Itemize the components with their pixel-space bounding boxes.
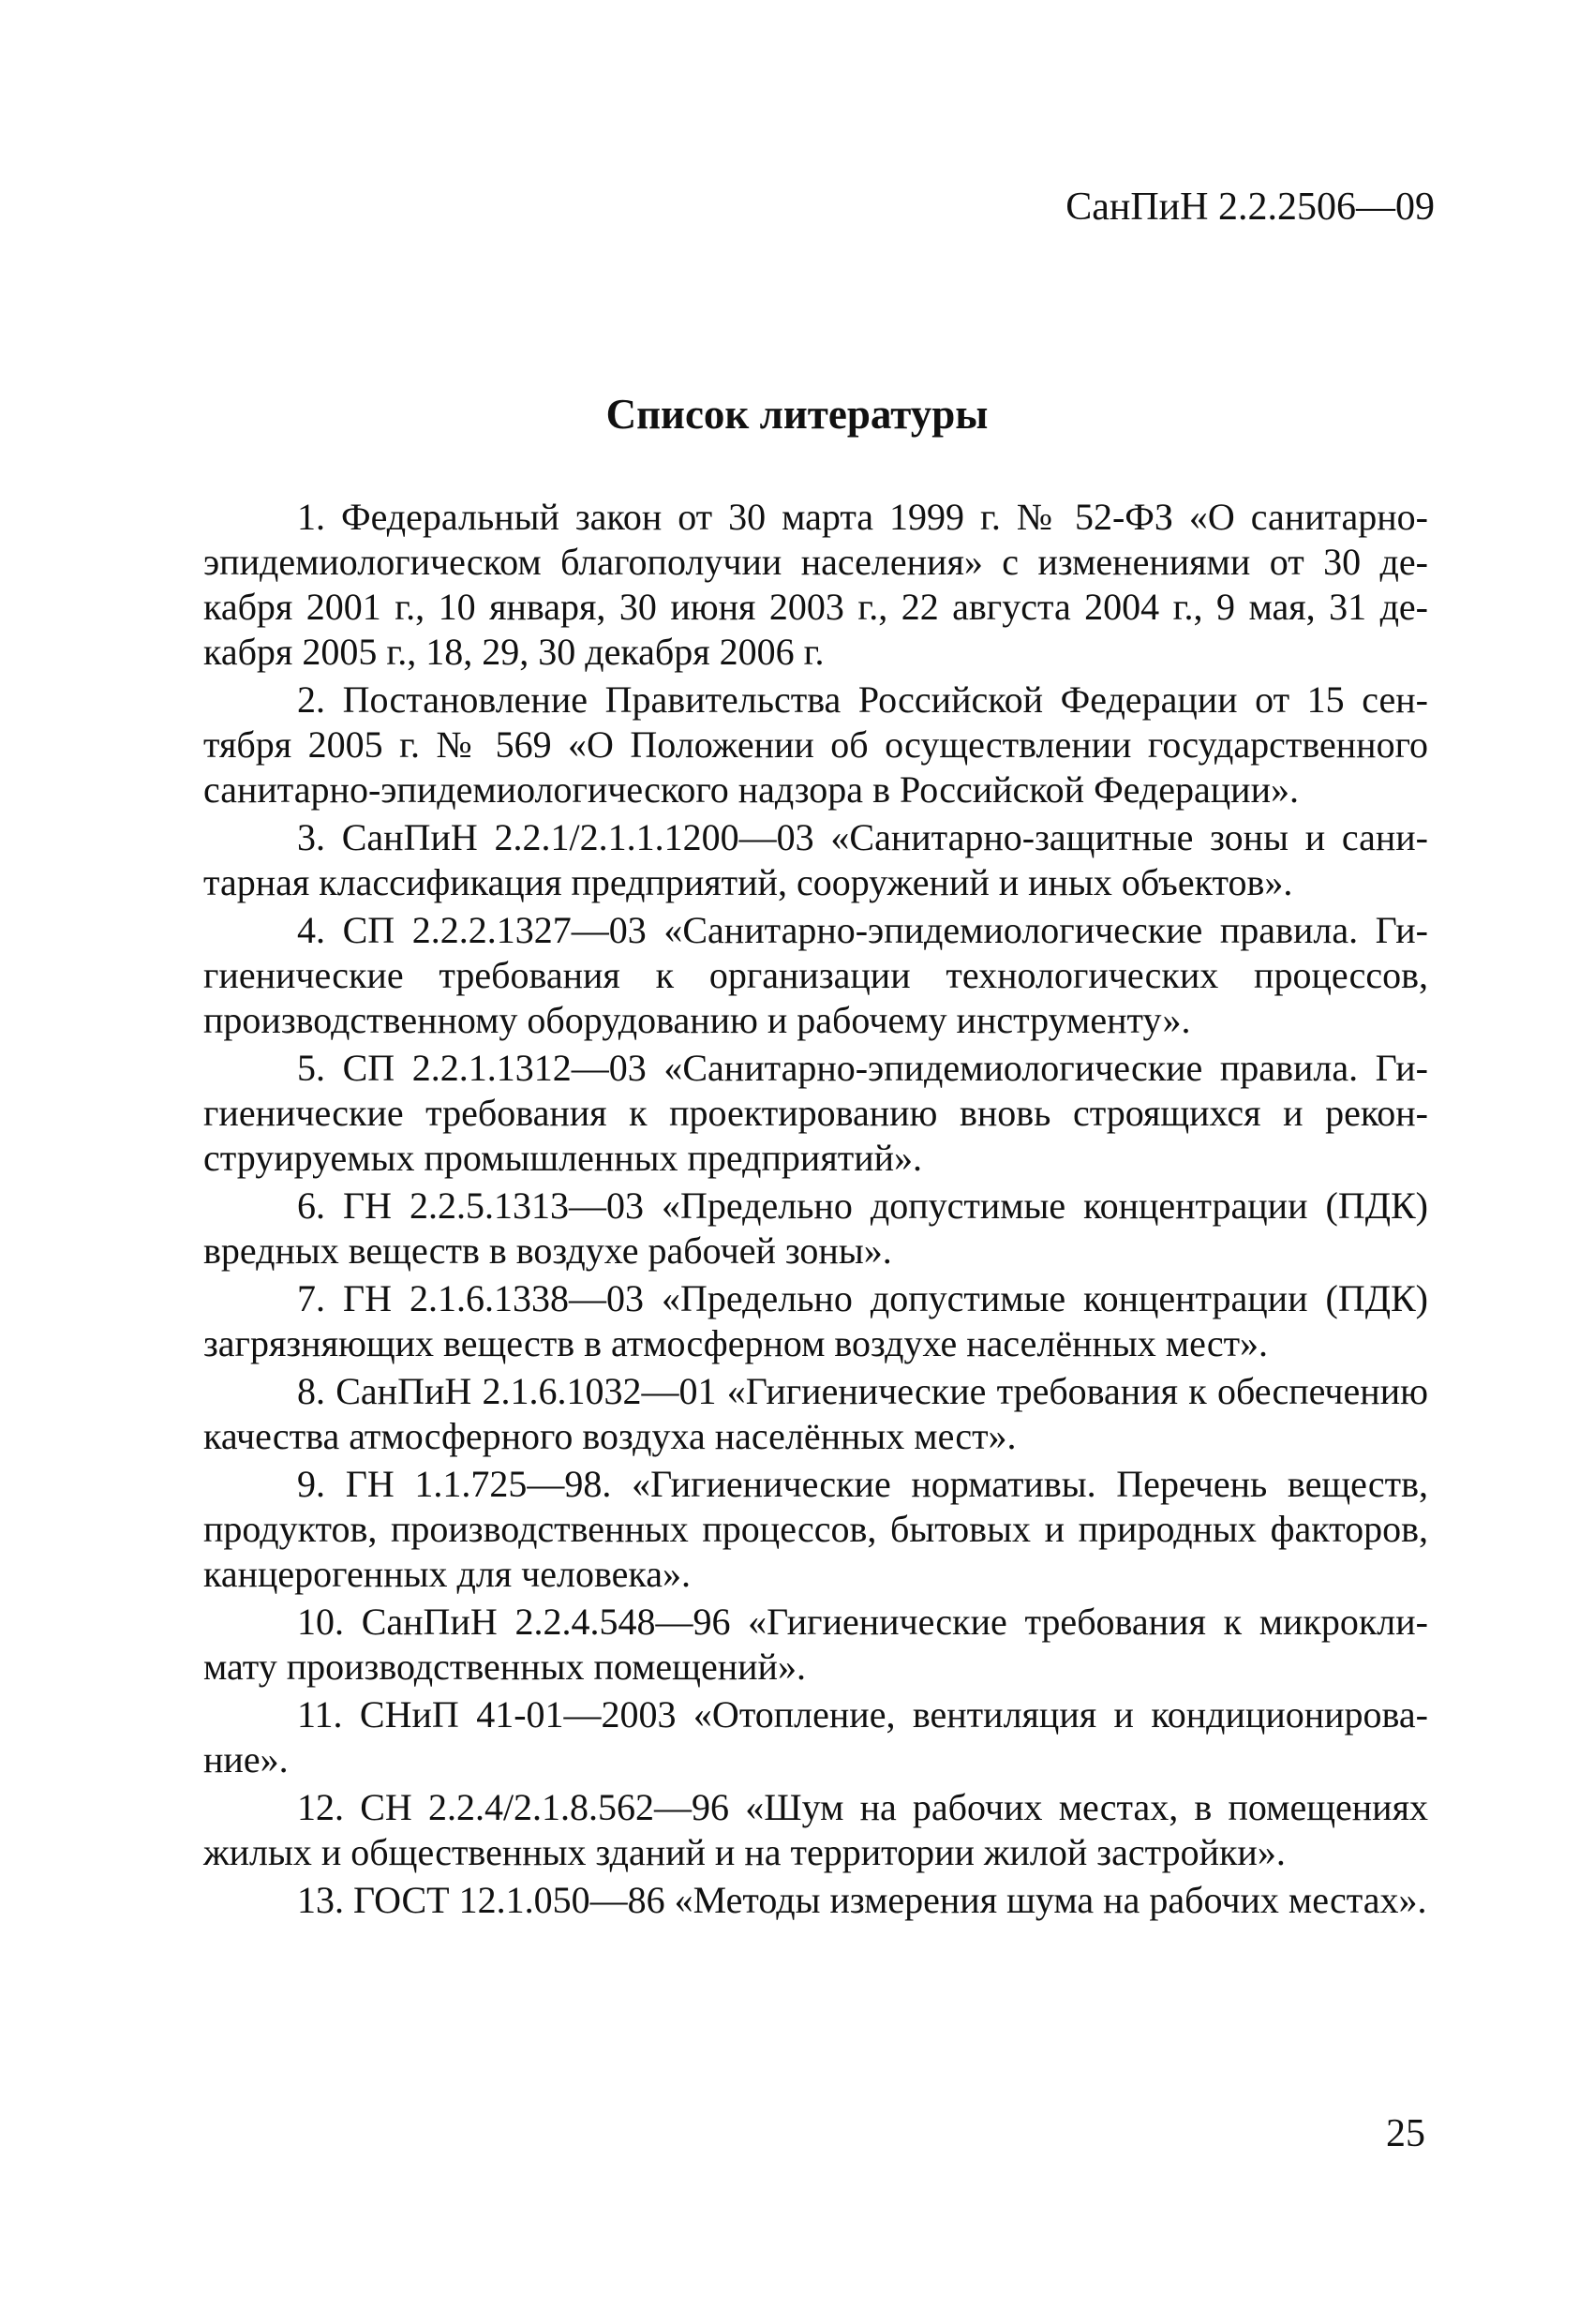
reference-item-6: 6. ГН 2.2.5.1313—03 «Предельно допустимые концентрации (ПДК) вредных веществ в воздухе рабочей зоны». xyxy=(203,1184,1428,1272)
reference-item-11: 11. СНиП 41-01—2003 «Отопление, вентиляция и кондиционирование». xyxy=(203,1693,1428,1780)
reference-list xyxy=(203,495,1428,1926)
reference-item-5: 5. СП 2.2.1.1312—03 «Санитарно-эпидемиологические правила. Гигиенические требования к проектированию вновь строящихся и реконструируемых промышленных предприятий». xyxy=(203,1047,1428,1179)
reference-item-3: 3. СанПиН 2.2.1/2.1.1.1200—03 «Санитарно-защитные зоны и санитарная классификация предприятий, сооружений и иных объектов». xyxy=(203,816,1428,903)
reference-item-8: 8. СанПиН 2.1.6.1032—01 «Гигиенические требования к обеспечению качества атмосферного воздуха населённых мест». xyxy=(203,1370,1428,1457)
page-title: Список литературы xyxy=(605,391,989,438)
reference-item-1: 1. Федеральный закон от 30 марта 1999 г. № 52-ФЗ «О санитарно-эпидемиологическом благополучии населения» с изменениями от 30 декабря 2001 г., 10 января, 30 июня 2003 г., 22 августа 2004 г., 9 мая, 31 декабря 2005 г., 18, 29, 30 декабря 2006 г. xyxy=(203,496,1428,673)
reference-item-12: 12. СН 2.2.4/2.1.8.562—96 «Шум на рабочих местах, в помещениях жилых и общественных зданий и на территории жилой застройки». xyxy=(203,1786,1428,1873)
reference-item-2: 2. Постановление Правительства Российской Федерации от 15 сентября 2005 г. № 569 «О Положении об осуществлении государственного санитарно-эпидемиологического надзора в Российской Федерации». xyxy=(203,678,1428,811)
reference-item-7: 7. ГН 2.1.6.1338—03 «Предельно допустимые концентрации (ПДК) загрязняющих веществ в атмосферном воздухе населённых мест». xyxy=(203,1277,1428,1364)
reference-item-10: 10. СанПиН 2.2.4.548—96 «Гигиенические требования к микроклимату производственных помещений». xyxy=(203,1601,1428,1688)
reference-item-4: 4. СП 2.2.2.1327—03 «Санитарно-эпидемиологические правила. Гигиенические требования к организации технологических процессов, производственному оборудованию и рабочему инструменту». xyxy=(203,909,1428,1041)
page-number: 25 xyxy=(1386,2112,1425,2155)
reference-item-9: 9. ГН 1.1.725—98. «Гигиенические нормативы. Перечень веществ, продуктов, производственных процессов, бытовых и природных факторов, канцерогенных для человека». xyxy=(203,1463,1428,1595)
document-header: СанПиН 2.2.2506—09 xyxy=(1065,186,1435,229)
reference-item-13: 13. ГОСТ 12.1.050—86 «Методы измерения шума на рабочих местах». xyxy=(297,1879,1427,1921)
